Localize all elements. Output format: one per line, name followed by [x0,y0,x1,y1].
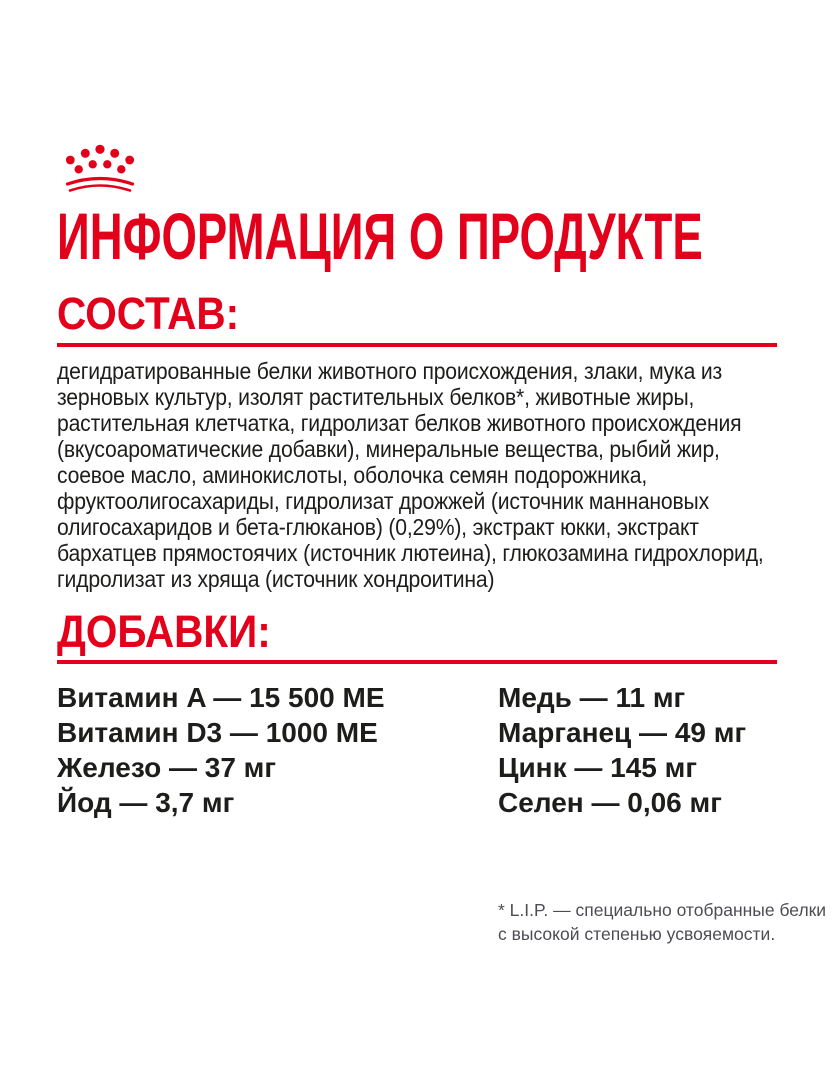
composition-heading: СОСТАВ: [57,288,240,339]
composition-text: дегидратированные белки животного происхождения, злаки, мука из зерновых культур, изолят растительных белков*, животные жиры, растительная клетчатка, гидролизат белков животного происхождения (вкусоароматические добавки), минеральные вещества, рыбий жир, соевое масло, аминокислоты, оболочка семян подорожника, фруктоолигосахариды, гидролизат дрожжей (источник маннановых олигосахаридов и бета-глюканов) (0,29%), экстракт юкки, экстракт бархатцев прямостоячих (источник лютеина), глюкозамина гидрохлорид, гидролизат из хряща (источник хондроитина) [57,358,764,592]
royal-canin-crown-icon [57,140,143,204]
additive-item-copper: Медь — 11 мг [498,682,686,713]
additive-item-manganese: Марганец — 49 мг [498,717,747,748]
additives-heading: ДОБАВКИ: [57,606,271,657]
additive-item-selenium: Селен — 0,06 мг [498,787,722,818]
additive-item-iodine: Йод — 3,7 мг [57,787,235,818]
additive-item-vitamin-d3: Витамин D3 — 1000 МЕ [57,717,378,748]
lip-footnote [498,898,826,946]
additives-divider [57,660,777,664]
additive-item-vitamin-a: Витамин A — 15 500 МЕ [57,682,385,713]
additives-left-column [57,680,385,820]
footnote-line-1: * L.I.P. — специально отобранные белки [498,900,827,920]
composition-divider [57,343,777,347]
page-title: ИНФОРМАЦИЯ О ПРОДУКТЕ [57,199,703,273]
footnote-line-2: с высокой степенью усвояемости. [498,924,776,944]
additive-item-iron: Железо — 37 мг [57,752,277,783]
additives-right-column [498,680,746,820]
additive-item-zinc: Цинк — 145 мг [498,752,698,783]
